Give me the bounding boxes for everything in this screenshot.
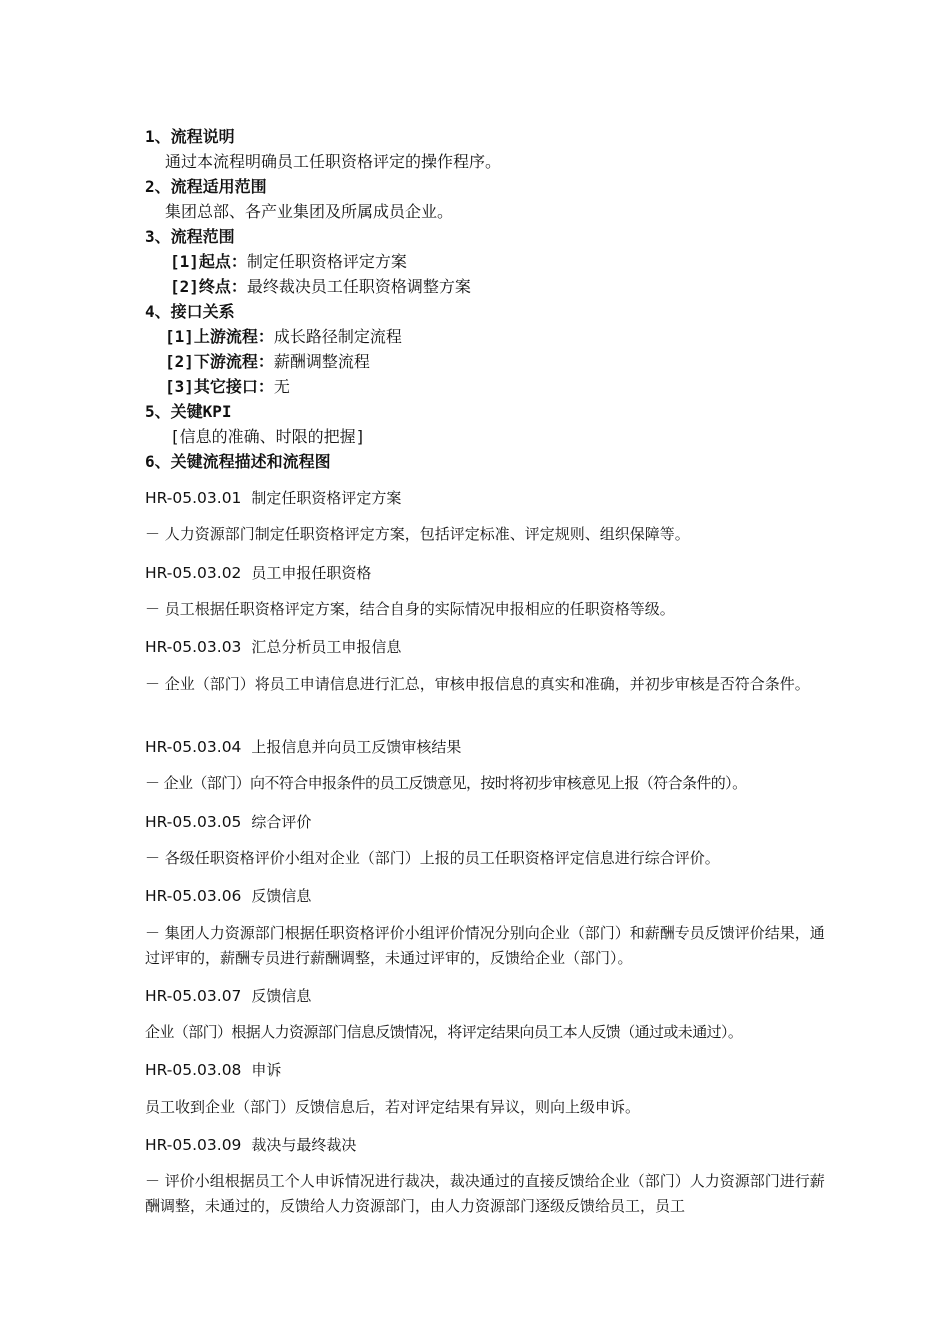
section-2-text: 集团总部、各产业集团及所属成员企业。	[165, 202, 454, 221]
step-06-title-line	[145, 886, 311, 906]
step-05-code: HR-05.03.05	[145, 813, 242, 831]
interface-upstream-label: [1]上游流程：	[165, 327, 274, 346]
section-4-heading: 4、接口关系	[145, 302, 235, 321]
interface-upstream-line	[165, 327, 402, 347]
interface-other-line	[165, 377, 290, 397]
step-03-title: 汇总分析员工申报信息	[251, 638, 402, 656]
step-07-title-line	[145, 986, 311, 1006]
section-1-text: 通过本流程明确员工任职资格评定的操作程序。	[165, 152, 502, 171]
step-02-desc: － 员工根据任职资格评定方案，结合自身的实际情况申报相应的任职资格等级。	[145, 600, 675, 618]
scope-end-line	[170, 277, 471, 297]
section-5-heading: 5、关键KPI	[145, 402, 232, 421]
step-01-desc: － 人力资源部门制定任职资格评定方案，包括评定标准、评定规则、组织保障等。	[145, 525, 690, 543]
step-07-code: HR-05.03.07	[145, 987, 242, 1005]
step-05-title: 综合评价	[251, 813, 312, 831]
step-08-desc: 员工收到企业（部门）反馈信息后，若对评定结果有异议，则向上级申诉。	[145, 1098, 641, 1116]
step-02-title-line	[145, 563, 371, 583]
section-5-text: [信息的准确、时限的把握]	[170, 427, 366, 446]
section-3-heading: 3、流程范围	[145, 227, 235, 246]
scope-start-line	[170, 252, 407, 272]
step-01-code: HR-05.03.01	[145, 489, 242, 507]
section-2-heading: 2、流程适用范围	[145, 177, 267, 196]
step-06-desc: － 集团人力资源部门根据任职资格评价小组评价情况分别向企业（部门）和薪酬专员反馈评价结果，通过评审的，薪酬专员进行薪酬调整，未通过评审的，反馈给企业（部门）。	[145, 924, 825, 967]
step-03-title-line	[145, 637, 401, 657]
section-6-heading: 6、关键流程描述和流程图	[145, 452, 331, 471]
interface-downstream-line	[165, 352, 370, 372]
interface-other-label: [3]其它接口：	[165, 377, 274, 396]
step-06-title: 反馈信息	[251, 887, 312, 905]
step-05-desc: － 各级任职资格评价小组对企业（部门）上报的员工任职资格评定信息进行综合评价。	[145, 849, 720, 867]
step-02-title: 员工申报任职资格	[251, 564, 372, 582]
step-07-desc: 企业（部门）根据人力资源部门信息反馈情况，将评定结果向员工本人反馈（通过或未通过）。	[145, 1023, 743, 1041]
interface-downstream-label: [2]下游流程：	[165, 352, 274, 371]
step-09-title-line	[145, 1135, 356, 1155]
step-03-code: HR-05.03.03	[145, 638, 242, 656]
interface-upstream-text: 成长路径制定流程	[273, 327, 402, 346]
step-07-title: 反馈信息	[251, 987, 312, 1005]
step-08-code: HR-05.03.08	[145, 1061, 242, 1079]
step-04-title-line	[145, 737, 461, 757]
scope-start-label: [1]起点：	[170, 252, 247, 271]
scope-end-label: [2]终点：	[170, 277, 247, 296]
step-04-title: 上报信息并向员工反馈审核结果	[251, 738, 462, 756]
step-01-title: 制定任职资格评定方案	[251, 489, 402, 507]
step-01-title-line	[145, 488, 401, 508]
interface-other-text: 无	[273, 377, 290, 396]
step-08-title-line	[145, 1060, 281, 1080]
interface-downstream-text: 薪酬调整流程	[273, 352, 370, 371]
scope-end-text: 最终裁决员工任职资格调整方案	[246, 277, 471, 296]
step-04-code: HR-05.03.04	[145, 738, 242, 756]
step-03-desc: － 企业（部门）将员工申请信息进行汇总，审核申报信息的真实和准确，并初步审核是否符合条件。	[145, 675, 810, 693]
step-09-code: HR-05.03.09	[145, 1136, 242, 1154]
step-04-desc: － 企业（部门）向不符合申报条件的员工反馈意见，按时将初步审核意见上报（符合条件的）。	[145, 774, 747, 792]
step-06-code: HR-05.03.06	[145, 887, 242, 905]
step-09-title: 裁决与最终裁决	[251, 1136, 357, 1154]
section-1-heading: 1、流程说明	[145, 127, 235, 146]
scope-start-text: 制定任职资格评定方案	[246, 252, 407, 271]
step-09-desc: － 评价小组根据员工个人申诉情况进行裁决，裁决通过的直接反馈给企业（部门）人力资源部门进行薪酬调整，未通过的，反馈给人力资源部门，由人力资源部门逐级反馈给员工，员工	[145, 1172, 825, 1215]
step-05-title-line	[145, 812, 311, 832]
step-08-title: 申诉	[251, 1061, 282, 1079]
step-02-code: HR-05.03.02	[145, 564, 242, 582]
